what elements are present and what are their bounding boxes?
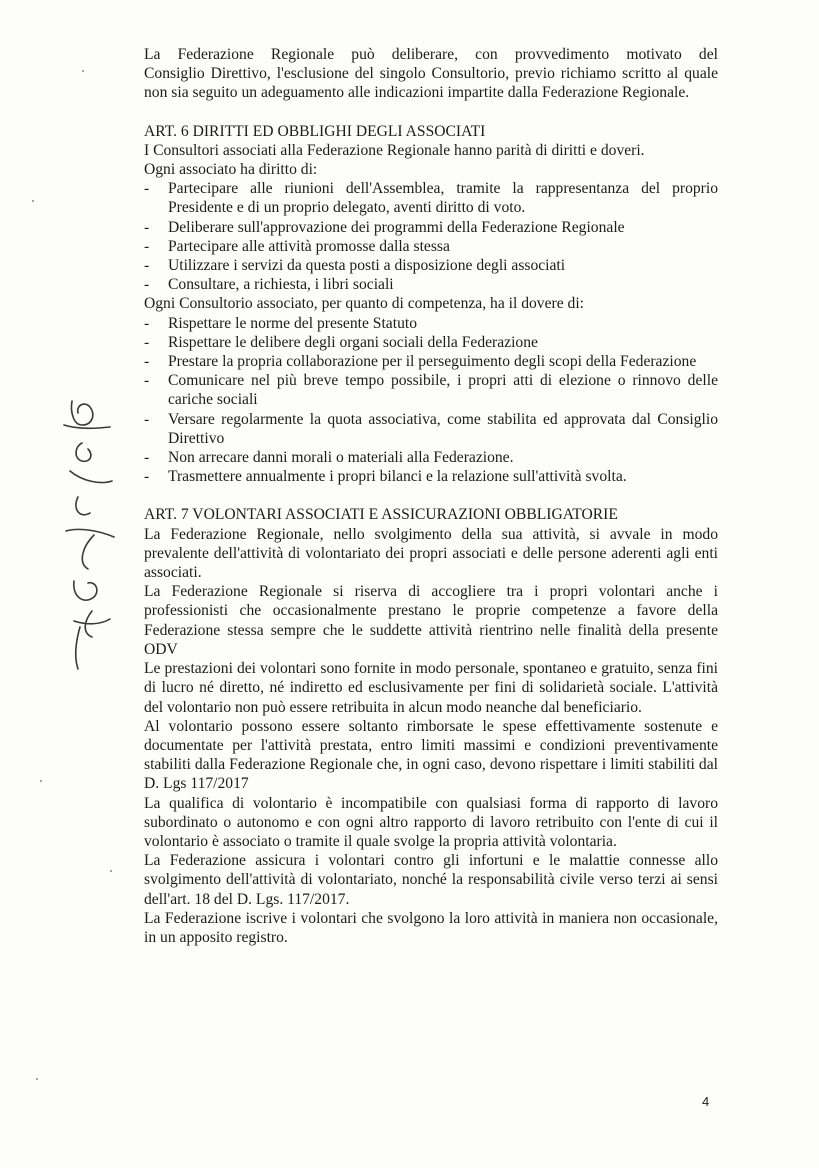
handwritten-signature: [52, 385, 127, 675]
intro-paragraph-line1: La Federazione Regionale può deliberare, con provvedimento motivato del: [144, 46, 718, 63]
rights-list: [144, 179, 718, 294]
article-7-paragraph: Le prestazioni dei volontari sono fornite in modo personale, spontaneo e gratuito, senza fini di lucro né diretto, né indiretto ed esclusivamente per fini di solidarietà sociale. L'attività del volontario non può essere retribuita in alcun modo neanche dal beneficiario.: [144, 660, 718, 716]
list-item: - Trasmettere annualmente i propri bilanci e la relazione sull'attività svolta.: [144, 467, 718, 486]
scan-speck: [32, 200, 34, 202]
article-6: [144, 122, 718, 487]
page-number: 4: [702, 1094, 710, 1109]
article-7-paragraph: La qualifica di volontario è incompatibile con qualsiasi forma di rapporto di lavoro subordinato o autonomo e con ogni altro rapporto di lavoro retribuito con l'ente di cui il volontario è associato o tramite il quale svolge la propria attività volontaria.: [144, 794, 718, 850]
article-6-paragraph: I Consultori associati alla Federazione Regionale hanno parità di diritti e doveri.: [144, 141, 645, 159]
article-7-paragraph: La Federazione iscrive i volontari che svolgono la loro attività in maniera non occasionale, in un apposito registro.: [144, 909, 718, 946]
list-item: - Deliberare sull'approvazione dei programmi della Federazione Regionale: [144, 218, 718, 237]
article-7-paragraph: Al volontario possono essere soltanto rimborsate le spese effettivamente sostenute e documentate per l'attività prestata, entro limiti massimi e condizioni preventivamente stabiliti dalla Federazione Regionale che, in ogni caso, devono rispettare i limiti stabiliti dal D. Lgs 117/2017: [144, 717, 718, 793]
list-item: - Rispettare le norme del presente Statuto: [144, 314, 718, 333]
article-7-paragraph: La Federazione Regionale, nello svolgimento della sua attività, si avvale in modo prevalente dell'attività di volontariato dei propri associati e delle persone aderenti agli enti associati.: [144, 525, 718, 582]
intro-paragraph-rest: Consiglio Direttivo, l'esclusione del singolo Consultorio, previo richiamo scritto al quale non sia seguito un adeguamento alle indicazioni impartite dalla Federazione Regionale.: [144, 65, 718, 102]
article-6-rights-intro: Ogni associato ha diritto di:: [144, 161, 318, 179]
document-body: [144, 45, 718, 947]
list-item: - Partecipare alle attività promosse dalla stessa: [144, 237, 718, 256]
scan-speck: [36, 1078, 38, 1080]
list-item: - Non arrecare danni morali o materiali alla Federazione.: [144, 448, 718, 467]
list-item: - Rispettare le delibere degli organi sociali della Federazione: [144, 333, 718, 352]
article-7-paragraph: La Federazione Regionale si riserva di accogliere tra i propri volontari anche i professionisti che occasionalmente prestano le proprie competenze a favore della Federazione stessa sempre che le suddette attività rientrino nelle finalità della presente ODV: [144, 583, 718, 658]
list-item: - Utilizzare i servizi da questa posti a disposizione degli associati: [144, 256, 718, 275]
list-item: - Prestare la propria collaborazione per il perseguimento degli scopi della Federazione: [144, 352, 718, 371]
article-6-title: ART. 6 DIRITTI ED OBBLIGHI DEGLI ASSOCIATI: [144, 122, 486, 140]
list-item: - Versare regolarmente la quota associativa, come stabilita ed approvata dal Consiglio Direttivo: [144, 410, 718, 448]
scan-speck: [82, 70, 84, 72]
article-6-duties-intro: Ogni Consultorio associato, per quanto di competenza, ha il dovere di:: [144, 295, 584, 313]
intro-section: [144, 45, 718, 103]
list-item: - Consultare, a richiesta, i libri sociali: [144, 275, 718, 294]
scan-speck: [110, 870, 112, 872]
duties-list: [144, 314, 718, 487]
article-7-paragraph: La Federazione assicura i volontari contro gli infortuni e le malattie connesse allo svolgimento dell'attività di volontariato, nonché la responsabilità civile verso terzi ai sensi dell'art. 18 del D. Lgs. 117/2017.: [144, 852, 718, 908]
article-7: [144, 505, 718, 947]
scan-speck: [40, 780, 42, 782]
list-item: - Partecipare alle riunioni dell'Assemblea, tramite la rappresentanza del proprio Presidente e di un proprio delegato, aventi diritto di voto.: [144, 179, 718, 217]
article-7-title: ART. 7 VOLONTARI ASSOCIATI E ASSICURAZIONI OBBLIGATORIE: [144, 506, 618, 524]
list-item: - Comunicare nel più breve tempo possibile, i propri atti di elezione o rinnovo delle cariche sociali: [144, 371, 718, 409]
